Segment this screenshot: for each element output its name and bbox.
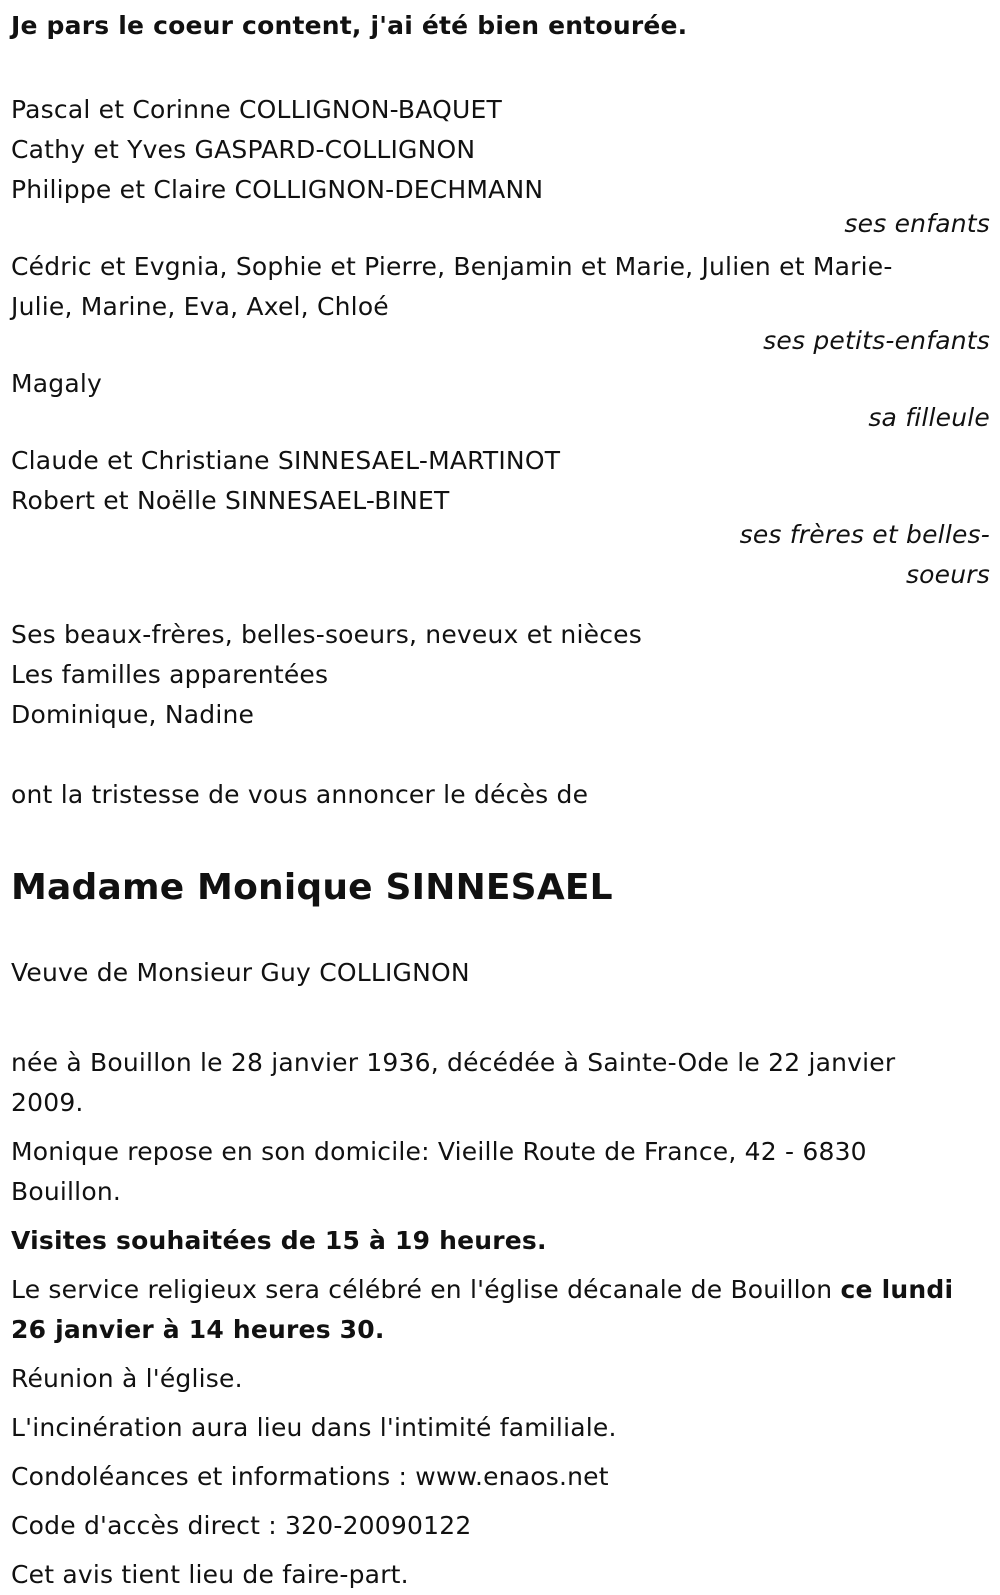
repose-info bbox=[11, 1132, 990, 1212]
other-family-line: Dominique, Nadine bbox=[11, 700, 255, 729]
children-section bbox=[11, 90, 990, 238]
goddaughter-section bbox=[11, 364, 990, 432]
repose-line1: Monique repose en son domicile: Vieille Route de France, 42 - 6830 bbox=[11, 1137, 867, 1166]
obituary-notice bbox=[0, 7, 1000, 1595]
service-date-time: 26 janvier à 14 heures 30. bbox=[11, 1315, 385, 1344]
visits-info: Visites souhaitées de 15 à 19 heures. bbox=[11, 1226, 547, 1255]
child-name: Philippe et Claire COLLIGNON-DECHMANN bbox=[11, 175, 544, 204]
child-name: Cathy et Yves GASPARD-COLLIGNON bbox=[11, 135, 476, 164]
service-day: ce lundi bbox=[840, 1275, 954, 1304]
child-name: Pascal et Corinne COLLIGNON-BAQUET bbox=[11, 95, 502, 124]
birth-death-line2: 2009. bbox=[11, 1088, 84, 1117]
grandchildren-section bbox=[11, 247, 990, 355]
meeting-info: Réunion à l'église. bbox=[11, 1364, 243, 1393]
access-code: Code d'accès direct : 320-20090122 bbox=[11, 1511, 472, 1540]
service-text: Le service religieux sera célébré en l'église décanale de Bouillon bbox=[11, 1275, 833, 1304]
goddaughter-name: Magaly bbox=[11, 369, 103, 398]
sibling-name: Robert et Noëlle SINNESAEL-BINET bbox=[11, 486, 450, 515]
siblings-relation-line2: soeurs bbox=[905, 560, 990, 589]
other-family-line: Ses beaux-frères, belles-soeurs, neveux et nièces bbox=[11, 620, 642, 649]
widow-of: Veuve de Monsieur Guy COLLIGNON bbox=[11, 958, 470, 987]
birth-death-info bbox=[11, 1043, 990, 1123]
deceased-name: Madame Monique SINNESAEL bbox=[11, 867, 613, 908]
siblings-section bbox=[11, 441, 990, 595]
sibling-name: Claude et Christiane SINNESAEL-MARTINOT bbox=[11, 446, 561, 475]
grandchildren-relation: ses petits-enfants bbox=[763, 326, 990, 355]
grandchildren-names-line1: Cédric et Evgnia, Sophie et Pierre, Benjamin et Marie, Julien et Marie- bbox=[11, 252, 893, 281]
closing-note: Cet avis tient lieu de faire-part. bbox=[11, 1560, 409, 1589]
goddaughter-relation: sa filleule bbox=[868, 403, 990, 432]
cremation-info: L'incinération aura lieu dans l'intimité familiale. bbox=[11, 1413, 617, 1442]
other-family-section bbox=[11, 615, 990, 735]
repose-line2: Bouillon. bbox=[11, 1177, 122, 1206]
birth-death-line1: née à Bouillon le 28 janvier 1936, décédée à Sainte-Ode le 22 janvier bbox=[11, 1048, 896, 1077]
service-info bbox=[11, 1270, 990, 1350]
siblings-relation-line1: ses frères et belles- bbox=[739, 520, 990, 549]
siblings-relation bbox=[11, 515, 990, 595]
condolences-info: Condoléances et informations : www.enaos.net bbox=[11, 1462, 609, 1491]
opening-quote: Je pars le coeur content, j'ai été bien entourée. bbox=[11, 11, 688, 40]
children-relation: ses enfants bbox=[844, 209, 990, 238]
other-family-line: Les familles apparentées bbox=[11, 660, 329, 689]
announcement-text: ont la tristesse de vous annoncer le décès de bbox=[11, 780, 589, 809]
grandchildren-names-line2: Julie, Marine, Eva, Axel, Chloé bbox=[11, 292, 389, 321]
